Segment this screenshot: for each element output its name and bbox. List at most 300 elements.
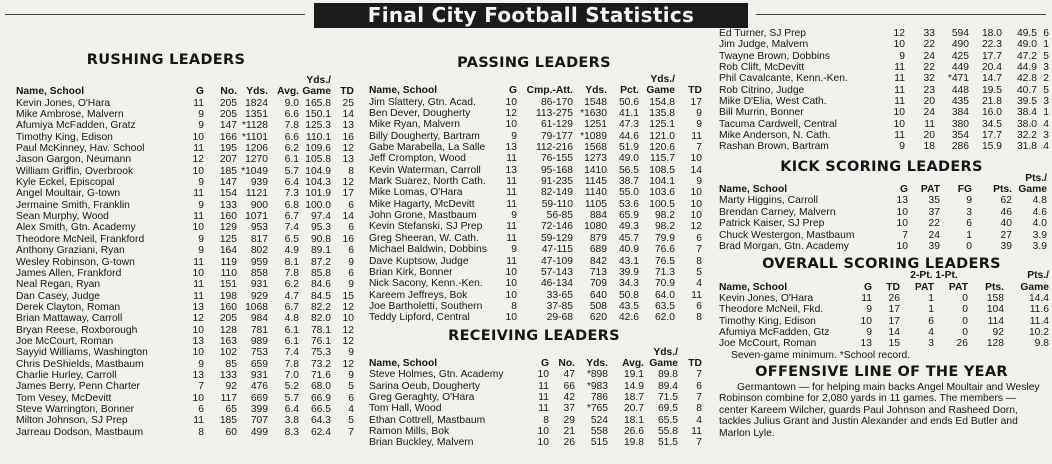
passing-cell: 41.1 (618, 108, 639, 120)
rushing-cell: 6.2 (284, 143, 299, 155)
receiving-cell: 44.9 (1016, 62, 1037, 74)
rushing-cell: 12 (342, 335, 354, 347)
rushing-row (16, 393, 354, 404)
passing-cell: 7 (696, 244, 702, 256)
kick-cell: 6 (966, 218, 972, 230)
rushing-cell: 931 (250, 369, 268, 381)
passing-cell: 11 (506, 255, 517, 267)
receiving-cell: 11 (894, 62, 905, 74)
rushing-cell: 5.7 (284, 392, 299, 404)
player-name: Steve Warrington, Bonner (16, 403, 135, 415)
receiving-cell: 10 (893, 118, 905, 130)
receiving-cell: 11 (894, 73, 905, 85)
rushing-cell: 900 (250, 199, 268, 211)
receiving-cell: 15.9 (981, 141, 1002, 153)
rushing-cell: 104.9 (305, 165, 331, 177)
rushing-cell: 6 (198, 403, 204, 415)
rushing-cell: 95.3 (310, 222, 331, 234)
passing-cell: 11 (506, 221, 517, 233)
rushing-cell: 66.5 (310, 403, 331, 415)
rushing-cell: 133 (219, 199, 237, 211)
passing-cell: 8 (696, 255, 702, 267)
passing-cell: 115.7 (649, 153, 675, 165)
rushing-cell: 60 (225, 426, 237, 438)
overall-cell: 114 (987, 315, 1004, 327)
rushing-cell: 5.7 (284, 165, 299, 177)
rushing-cell: 82.2 (310, 301, 331, 313)
kick-col-header: Game (1018, 184, 1047, 196)
overall-heading: OVERALL SCORING LEADERS (762, 256, 1001, 273)
rushing-cell: 3.8 (284, 415, 299, 427)
rushing-cell: 1121 (245, 188, 268, 200)
kick-cell: 62 (1000, 195, 1012, 207)
player-name: Mike D'Elia, West Cath. (719, 96, 827, 108)
rushing-cell: 6 (348, 267, 354, 279)
rushing-cell: 707 (250, 415, 268, 427)
rushing-cell: 8 (348, 165, 354, 177)
passing-cell: 49.3 (618, 221, 639, 233)
passing-cell: 709 (589, 278, 607, 290)
receiving-col-header: Game (649, 357, 678, 369)
overall-row (719, 304, 1049, 315)
rushing-cell: 1824 (245, 97, 268, 109)
receiving-cell: 11 (691, 425, 702, 437)
rushing-cell: 11 (193, 188, 204, 200)
player-name: Dave Kuptsow, Judge (369, 255, 469, 267)
kick-row (719, 241, 1047, 252)
rushing-cell: 12 (342, 358, 354, 370)
receiving-col-header: G (540, 357, 549, 369)
receiving-cell: 37 (563, 403, 575, 415)
rushing-row (16, 427, 354, 438)
passing-cell: 57-143 (540, 266, 573, 278)
passing-row (369, 108, 702, 119)
rushing-col-header: Game (302, 86, 331, 98)
receiving-row (719, 39, 1049, 50)
passing-cell: 45.7 (618, 232, 639, 244)
rushing-cell: 858 (250, 267, 268, 279)
rushing-cell: 5 (348, 381, 354, 393)
receiving-row (719, 73, 1049, 84)
passing-cell: 120.6 (649, 142, 675, 154)
kick-col-header: G (899, 184, 908, 196)
rushing-cell: 959 (250, 256, 268, 268)
rushing-cell: 100.0 (305, 199, 331, 211)
passing-cell: 71.3 (654, 266, 675, 278)
rushing-cell: 9 (348, 256, 354, 268)
rushing-cell: 6 (348, 199, 354, 211)
passing-cell: 620 (589, 312, 607, 324)
player-name: Patrick Kaiser, SJ Prep (719, 218, 825, 230)
rushing-row (16, 109, 354, 120)
receiving-cell: 19.8 (623, 437, 644, 449)
overall-col-header: TD (886, 281, 900, 293)
passing-cell: 49.0 (618, 153, 639, 165)
passing-cell: 842 (589, 255, 607, 267)
rushing-cell: 9.0 (284, 97, 299, 109)
rushing-cell: 781 (250, 324, 268, 336)
receiving-row (719, 107, 1049, 118)
rushing-cell: 10 (192, 324, 204, 336)
rushing-cell: 10 (342, 313, 354, 325)
receiving-cell: 286 (951, 141, 969, 153)
overall-col-header: G (863, 281, 872, 293)
kick-cell: 9 (966, 195, 972, 207)
receiving-row (719, 62, 1049, 73)
receiving-cell: 515 (590, 437, 608, 449)
rushing-cell: 102 (219, 347, 237, 359)
overall-col-header: Game (1020, 281, 1049, 293)
receiving-cell: 6 (696, 380, 702, 392)
passing-heading: PASSING LEADERS (457, 55, 611, 71)
receiving-cell: 47 (563, 369, 575, 381)
receiving-cell: 22 (923, 62, 935, 74)
rushing-row (16, 291, 354, 302)
receiving-cell: 11 (924, 118, 935, 130)
overall-cell: 6 (928, 315, 934, 327)
rushing-cell: 6 (348, 392, 354, 404)
rushing-cell: 6.4 (284, 403, 299, 415)
passing-cell: 33-65 (546, 289, 573, 301)
rushing-group-header: Yds./ (306, 75, 331, 86)
rushing-cell: 85 (225, 358, 237, 370)
receiving-cell: *765 (586, 403, 608, 415)
rushing-col-header: G (195, 86, 204, 98)
receiving-col-header: No. (558, 357, 575, 369)
rushing-cell: 185 (219, 415, 237, 427)
passing-cell: 50.6 (618, 96, 639, 108)
passing-cell: 1568 (584, 142, 607, 154)
kick-row (719, 218, 1047, 229)
receiving-cell: 21.8 (981, 96, 1002, 108)
receiving-cell: 89.8 (657, 369, 678, 381)
player-name: Teddy Lipford, Central (369, 312, 470, 324)
overall-cell: 9 (866, 326, 872, 338)
player-name: Joe Bartholetti, Southern (369, 300, 483, 312)
overall-cell: 15 (888, 338, 900, 350)
rushing-cell: 6.1 (284, 324, 299, 336)
overall-cell: 1 (928, 292, 934, 304)
overall-cell: 1 (928, 304, 934, 316)
kick-cell: 0 (966, 240, 972, 252)
rushing-cell: 117 (220, 392, 237, 404)
receiving-cell: 49.5 (1016, 28, 1037, 39)
receiving-cell: 5 (1043, 84, 1049, 96)
receiving-row (369, 437, 702, 448)
player-name: John Grone, Mastbaum (369, 210, 477, 222)
player-name: Twayne Brown, Dobbins (719, 50, 831, 62)
passing-cell: 884 (589, 210, 607, 222)
passing-cell: 154.8 (649, 96, 675, 108)
passing-col-header: Game (646, 85, 675, 97)
passing-cell: 56.5 (618, 164, 639, 176)
player-name: Brendan Carney, Malvern (719, 206, 836, 218)
receiving-cell: 7 (696, 437, 702, 449)
rushing-cell: 6.7 (284, 301, 299, 313)
receiving-cell: 10 (537, 437, 549, 449)
receiving-cell: 29 (563, 414, 575, 426)
receiving-cell: 1 (1043, 39, 1049, 51)
overall-cell: 17 (888, 304, 900, 316)
passing-cell: 689 (589, 244, 607, 256)
rushing-cell: 66.9 (310, 392, 331, 404)
overall-cell: 10.2 (1028, 326, 1049, 338)
rushing-row (16, 359, 354, 370)
player-name: Tacuma Cardwell, Central (719, 118, 837, 130)
player-name: Greg Geraghty, O'Hara (369, 391, 475, 403)
rushing-cell: 6.6 (284, 131, 299, 143)
passing-row (369, 210, 702, 221)
kick-cell: 24 (928, 229, 940, 241)
rushing-row (16, 415, 354, 426)
passing-cell: 640 (589, 289, 607, 301)
rushing-cell: 9 (348, 279, 354, 291)
passing-row (369, 244, 702, 255)
receiving-cell: 6 (1043, 28, 1049, 39)
rushing-cell: 13 (342, 154, 354, 166)
receiving-cell: 22.3 (981, 39, 1002, 51)
passing-cell: 62.0 (654, 312, 675, 324)
rushing-cell: 6.4 (284, 177, 299, 189)
player-name: Theodore McNeil, Frankford (16, 233, 145, 245)
passing-cell: 63.5 (654, 300, 675, 312)
passing-row (369, 97, 702, 108)
rushing-cell: 14 (342, 109, 354, 121)
overall-cell: 17 (888, 315, 900, 327)
receiving-col-header: Name, School (369, 357, 438, 369)
passing-cell: 79.9 (654, 232, 675, 244)
player-name: Brad Morgan, Gtn. Academy (719, 240, 849, 252)
rushing-cell: 205 (219, 97, 237, 109)
rushing-cell: 62.4 (310, 426, 331, 438)
player-name: Michael Baldwin, Dobbins (369, 244, 487, 256)
receiving-cell: 39.5 (1016, 96, 1037, 108)
passing-group-header: Yds./ (650, 74, 675, 85)
kick-cell: 39 (928, 240, 940, 252)
rushing-cell: 7.4 (284, 222, 299, 234)
receiving-cell: 69.5 (657, 403, 678, 415)
rushing-cell: 12 (342, 301, 354, 313)
receiving-cell: 10 (893, 107, 905, 119)
receiving-cell: 17.7 (981, 50, 1002, 62)
offensive-line-text: Germantown — for helping main backs Angel Moultair and Wesley Robinson combine for 2,080 yards in 11 games. The members — center Kareem Wilcher, guards Paul Johnson and Rasheed Dorn, tackles Julius Grant and Justin Alexander and ends Ed Butler and Marlon Lyle. (719, 381, 1040, 439)
passing-row (369, 142, 702, 153)
receiving-cell: 10 (893, 39, 905, 51)
kick-cell: 4.8 (1032, 195, 1047, 207)
receiving-row (719, 130, 1049, 141)
player-name: Afumiya McFadden, Gratz (16, 120, 136, 132)
rushing-row (16, 404, 354, 415)
receiving-cell: 20.4 (981, 62, 1002, 74)
rushing-cell: 9 (198, 109, 204, 121)
player-name: Jarreau Dodson, Mastbaum (16, 426, 144, 438)
rushing-cell: 78.1 (310, 324, 331, 336)
passing-cell: 6 (696, 300, 702, 312)
rushing-col-header: Avg. (277, 86, 299, 98)
rushing-cell: 6.2 (284, 279, 299, 291)
rushing-section (16, 52, 354, 438)
rushing-cell: 12 (342, 177, 354, 189)
receiving-cell: 26 (563, 437, 575, 449)
rushing-col-header: Name, School (16, 86, 85, 98)
rushing-cell: 6.5 (284, 233, 299, 245)
passing-cell: 10 (690, 153, 702, 165)
rushing-cell: 6.1 (284, 154, 299, 166)
passing-cell: 76.5 (654, 255, 675, 267)
passing-cell: 6 (696, 232, 702, 244)
overall-cell: 10 (860, 315, 872, 327)
rushing-cell: 1068 (245, 301, 268, 313)
passing-row (369, 153, 702, 164)
player-name: Milton Johnson, SJ Prep (16, 415, 128, 427)
kick-table (719, 173, 1047, 252)
receiving-cell: 9 (899, 50, 905, 62)
kick-cell: 10 (896, 240, 908, 252)
rushing-row (16, 120, 354, 131)
rushing-cell: 929 (250, 290, 268, 302)
passing-cell: 51.9 (618, 142, 639, 154)
receiving-cell: 34.5 (981, 118, 1002, 130)
receiving-table (369, 347, 702, 449)
overall-cell: 26 (888, 292, 900, 304)
rushing-cell: 8 (198, 426, 204, 438)
receiving-cell: 384 (951, 107, 969, 119)
rushing-cell: 82.0 (310, 313, 331, 325)
rushing-cell: 97.4 (310, 211, 331, 223)
passing-cell: 47-115 (541, 244, 573, 256)
rushing-cell: 4.8 (284, 313, 299, 325)
overall-row (719, 293, 1049, 304)
receiving-cell: 11 (894, 96, 905, 108)
passing-cell: 1548 (584, 96, 607, 108)
passing-cell: 10 (505, 289, 517, 301)
rushing-cell: 6.6 (284, 109, 299, 121)
overall-cell: 0 (962, 292, 968, 304)
passing-cell: 1273 (584, 153, 607, 165)
kick-row (719, 230, 1047, 241)
overall-cell: 26 (956, 338, 968, 350)
rushing-cell: 11 (193, 415, 204, 427)
rushing-cell: 8.3 (284, 426, 299, 438)
receiving-cell: 17.7 (981, 130, 1002, 142)
rushing-row (16, 222, 354, 233)
rushing-cell: 14 (342, 211, 354, 223)
rushing-cell: 9 (348, 369, 354, 381)
overall-cell: 14.4 (1028, 292, 1049, 304)
rushing-cell: 160 (219, 301, 237, 313)
rushing-cell: 11 (193, 211, 204, 223)
player-name: Anthony Graziani, Ryan (16, 245, 125, 257)
rushing-cell: 75.3 (310, 347, 331, 359)
receiving-cell: 4 (1043, 118, 1049, 130)
receiving-cell: 3 (1043, 130, 1049, 142)
rushing-cell: 7 (348, 426, 354, 438)
passing-cell: 11 (691, 130, 702, 142)
rushing-cell: 953 (250, 222, 268, 234)
rushing-cell: 151 (219, 279, 237, 291)
passing-cell: 38.7 (618, 176, 639, 188)
receiving-group-header: Yds./ (653, 346, 678, 358)
passing-cell: 91-235 (540, 176, 573, 188)
passing-cell: 86-170 (540, 96, 573, 108)
rushing-cell: 4.9 (284, 245, 299, 257)
rushing-row (16, 325, 354, 336)
offensive-line-heading: OFFENSIVE LINE OF THE YEAR (755, 363, 1008, 380)
player-name: Bryan Reese, Roxborough (16, 324, 138, 336)
passing-cell: 9 (696, 108, 702, 120)
passing-row (369, 199, 702, 210)
rushing-cell: 9 (198, 177, 204, 189)
rushing-cell: 160 (219, 211, 237, 223)
receiving-cell: 12 (893, 28, 905, 39)
receiving-cell: 20 (923, 130, 935, 142)
overall-cell: 9.8 (1034, 338, 1049, 350)
rushing-cell: 753 (250, 347, 268, 359)
passing-cell: 108.5 (649, 164, 675, 176)
player-name: Brian Kirk, Bonner (369, 266, 453, 278)
player-name: Jim Judge, Malvern (719, 39, 809, 51)
receiving-cell: 448 (951, 84, 969, 96)
passing-row (369, 256, 702, 267)
rushing-cell: 9 (198, 245, 204, 257)
right-rule (756, 14, 1046, 15)
kick-col-header: Pts. (993, 184, 1012, 196)
rushing-row (16, 211, 354, 222)
passing-cell: 11 (506, 198, 517, 210)
receiving-row (369, 415, 702, 426)
receiving-cell: 3 (1043, 62, 1049, 74)
rushing-row (16, 154, 354, 165)
player-name: Kareem Jeffreys, Bok (369, 289, 468, 301)
passing-cell: 508 (589, 300, 607, 312)
player-name: Paul McKinney, Hav. School (16, 143, 145, 155)
passing-cell: 9 (511, 130, 517, 142)
receiving-cell: 3 (1043, 96, 1049, 108)
rushing-cell: 73.2 (310, 358, 331, 370)
receiving-cell: 18.1 (623, 414, 644, 426)
passing-cell: 82-149 (540, 187, 573, 199)
passing-table (369, 74, 702, 324)
rushing-cell: 68.0 (310, 381, 331, 393)
rushing-cell: 125 (219, 233, 237, 245)
passing-cell: 39.9 (618, 266, 639, 278)
rushing-cell: 10 (192, 267, 204, 279)
player-name: Wesley Robinson, G-town (16, 256, 135, 268)
passing-cell: 1251 (584, 119, 607, 131)
rushing-cell: *1101 (241, 131, 268, 143)
passing-cell: 10 (505, 266, 517, 278)
rushing-cell: 129 (219, 222, 237, 234)
rushing-cell: 6 (348, 222, 354, 234)
passing-row (369, 165, 702, 176)
overall-cell: 128 (986, 338, 1004, 350)
receiving-cell: *898 (586, 369, 608, 381)
player-name: Afumiya McFadden, Gtz (719, 326, 830, 338)
overall-row (719, 338, 1049, 349)
receiving-cell: 38.0 (1016, 118, 1037, 130)
kick-cell: 10 (896, 206, 908, 218)
passing-col-header: Name, School (369, 85, 438, 97)
overall-col-header: PAT (948, 281, 968, 293)
rushing-row (16, 268, 354, 279)
receiving-cell: 65.5 (657, 414, 678, 426)
kick-cell: 3.9 (1032, 229, 1047, 241)
passing-cell: 61-129 (540, 119, 573, 131)
player-name: Angel Moultair, G-town (16, 188, 121, 200)
passing-cell: 34.3 (618, 278, 639, 290)
player-name: James Berry, Penn Charter (16, 381, 140, 393)
rushing-cell: 1270 (245, 154, 268, 166)
